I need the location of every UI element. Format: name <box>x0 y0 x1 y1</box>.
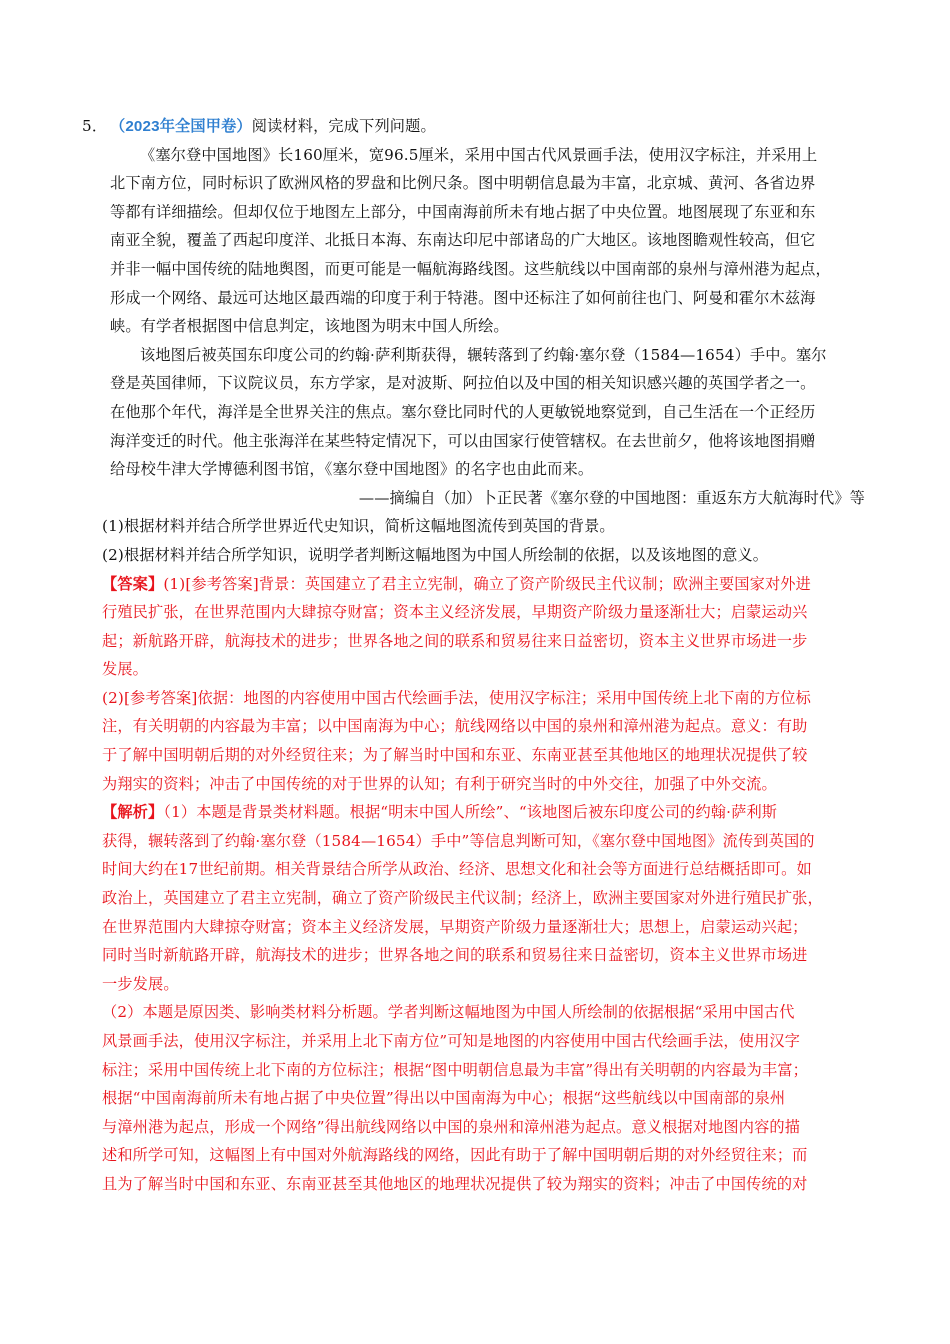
question-prompt: 阅读材料，完成下列问题。 <box>251 117 436 135</box>
material-line: 南亚全貌，覆盖了西起印度洋、北抵日本海、东南达印尼中部诸岛的广大地区。该地图瞻观性较高，但它 <box>110 231 816 250</box>
analysis-line: 且为了解当时中国和东亚、东南亚甚至其他地区的地理状况提供了较为翔实的资料；冲击了中国传统的对 <box>102 1174 808 1193</box>
analysis-line: 标注；采用中国传统上北下南的方位标注；根据“图中明朝信息最为丰富”得出有关明朝的内容最为丰富； <box>102 1060 809 1079</box>
sub-question-2: (2)根据材料并结合所学知识，说明学者判断这幅地图为中国人所绘制的依据，以及该地图的意义。 <box>102 545 769 564</box>
analysis-line <box>102 798 865 827</box>
analysis-section <box>102 798 865 1198</box>
answer-line: 起；新航路开辟，航海技术的进步；世界各地之间的联系和贸易往来日益密切，资本主义世界市场进一步 <box>102 631 808 650</box>
answer-line: 于了解中国明朝后期的对外经贸往来；为了解当时中国和东亚、东南亚甚至其他地区的地理状况提供了较 <box>102 746 808 765</box>
material-line: 《塞尔登中国地图》长160厘米，宽96.5厘米，采用中国古代风景画手法，使用汉字标注，并采用上 <box>140 145 818 164</box>
question-number: 5． <box>82 117 108 135</box>
answer-line <box>102 570 865 599</box>
answer-line: (2)[参考答案]依据：地图的内容使用中国古代绘画手法，使用汉字标注；采用中国传统上北下南的方位标 <box>102 688 811 707</box>
material-citation: ——摘编自（加）卜正民著《塞尔登的中国地图：重返东方大航海时代》等 <box>358 488 865 507</box>
answer-line: 发展。 <box>102 660 149 679</box>
analysis-line: 述和所学可知，这幅图上有中国对外航海路线的网络，因此有助于了解中国明朝后期的对外经贸往来；而 <box>102 1146 808 1165</box>
analysis-label: 【解析】 <box>102 803 164 822</box>
analysis-line: 获得，辗转落到了约翰·塞尔登（1584—1654）手中”等信息判断可知，《塞尔登中国地图》流传到英国的 <box>102 831 815 850</box>
material-line: 在他那个年代，海洋是全世界关注的焦点。塞尔登比同时代的人更敏锐地察觉到，自己生活在一个正经历 <box>110 402 816 421</box>
material-paragraph-1 <box>110 141 865 341</box>
material-line: 北下南方位，同时标识了欧洲风格的罗盘和比例尺条。图中明朝信息最为丰富，北京城、黄河、各省边界 <box>110 174 816 193</box>
analysis-line: 根据“中国南海前所未有地占据了中央位置”得出以中国南海为中心；根据“这些航线以中国南部的泉州 <box>102 1089 786 1108</box>
analysis-line: 与漳州港为起点，形成一个网络”得出航线网络以中国的泉州和漳州港为起点。意义根据对地图内容的描 <box>102 1117 801 1136</box>
material-line: 给母校牛津大学博德利图书馆，《塞尔登中国地图》的名字也由此而来。 <box>110 460 594 479</box>
material-line: 形成一个网络、最远可达地区最西端的印度于利于特港。图中还标注了如何前往也门、阿曼和霍尔木兹海 <box>110 288 816 307</box>
material-paragraph-2 <box>110 341 865 484</box>
analysis-line: 时间大约在17世纪前期。相关背景结合所学从政治、经济、思想文化和社会等方面进行总结概括即可。如 <box>102 860 812 879</box>
material-line: 海洋变迁的时代。他主张海洋在某些特定情况下，可以由国家行使管辖权。在去世前夕，他将该地图捐赠 <box>110 431 816 450</box>
answer-text: (1)[参考答案]背景：英国建立了君主立宪制，确立了资产阶级民主代议制；欧洲主要国家对外进 <box>163 574 811 593</box>
analysis-line: 政治上，英国建立了君主立宪制，确立了资产阶级民主代议制；经济上，欧洲主要国家对外进行殖民扩张， <box>102 889 823 908</box>
source-tag: （2023年全国甲卷） <box>110 118 252 135</box>
material-line: 登是英国律师，下议院议员，东方学家，是对波斯、阿拉伯以及中国的相关知识感兴趣的英国学者之一。 <box>110 374 816 393</box>
analysis-line: 一步发展。 <box>102 974 179 993</box>
analysis-line: 同时当时新航路开辟，航海技术的进步；世界各地之间的联系和贸易往来日益密切，资本主义世界市场进 <box>102 946 808 965</box>
question-header <box>82 112 865 141</box>
answer-line: 行殖民扩张，在世界范围内大肆掠夺财富；资本主义经济发展，早期资产阶级力量逐渐壮大；启蒙运动兴 <box>102 603 808 622</box>
analysis-text: （1）本题是背景类材料题。根据“明末中国人所绘”、“该地图后被东印度公司的约翰·萨利斯 <box>163 803 778 822</box>
answer-label: 【答案】 <box>102 574 164 593</box>
analysis-line: 在世界范围内大肆掠夺财富；资本主义经济发展，早期资产阶级力量逐渐壮大；思想上，启蒙运动兴起； <box>102 917 808 936</box>
material-line: 峡。有学者根据图中信息判定，该地图为明末中国人所绘。 <box>110 317 509 336</box>
material-line: 等都有详细描绘。但却仅位于地图左上部分，中国南海前所未有地占据了中央位置。地图展现了东亚和东 <box>110 202 816 221</box>
material-line: 该地图后被英国东印度公司的约翰·萨利斯获得，辗转落到了约翰·塞尔登（1584—1654）手中。塞尔 <box>140 345 827 364</box>
analysis-line: （2）本题是原因类、影响类材料分析题。学者判断这幅地图为中国人所绘制的依据根据“采用中国古代 <box>102 1003 795 1022</box>
material-line: 并非一幅中国传统的陆地舆图，而更可能是一幅航海路线图。这些航线以中国南部的泉州与漳州港为起点， <box>110 259 831 278</box>
analysis-line: 风景画手法，使用汉字标注，并采用上北下南方位”可知是地图的内容使用中国古代绘画手法，使用汉字 <box>102 1032 801 1050</box>
exam-page <box>82 112 865 1199</box>
answer-line: 注，有关明朝的内容最为丰富；以中国南海为中心；航线网络以中国的泉州和漳州港为起点。意义：有助 <box>102 717 808 736</box>
sub-question-1: (1)根据材料并结合所学世界近代史知识，简析这幅地图流传到英国的背景。 <box>102 517 615 536</box>
answer-line: 为翔实的资料；冲击了中国传统的对于世界的认知；有利于研究当时的中外交往，加强了中外交流。 <box>102 774 777 793</box>
answer-section <box>102 570 865 799</box>
